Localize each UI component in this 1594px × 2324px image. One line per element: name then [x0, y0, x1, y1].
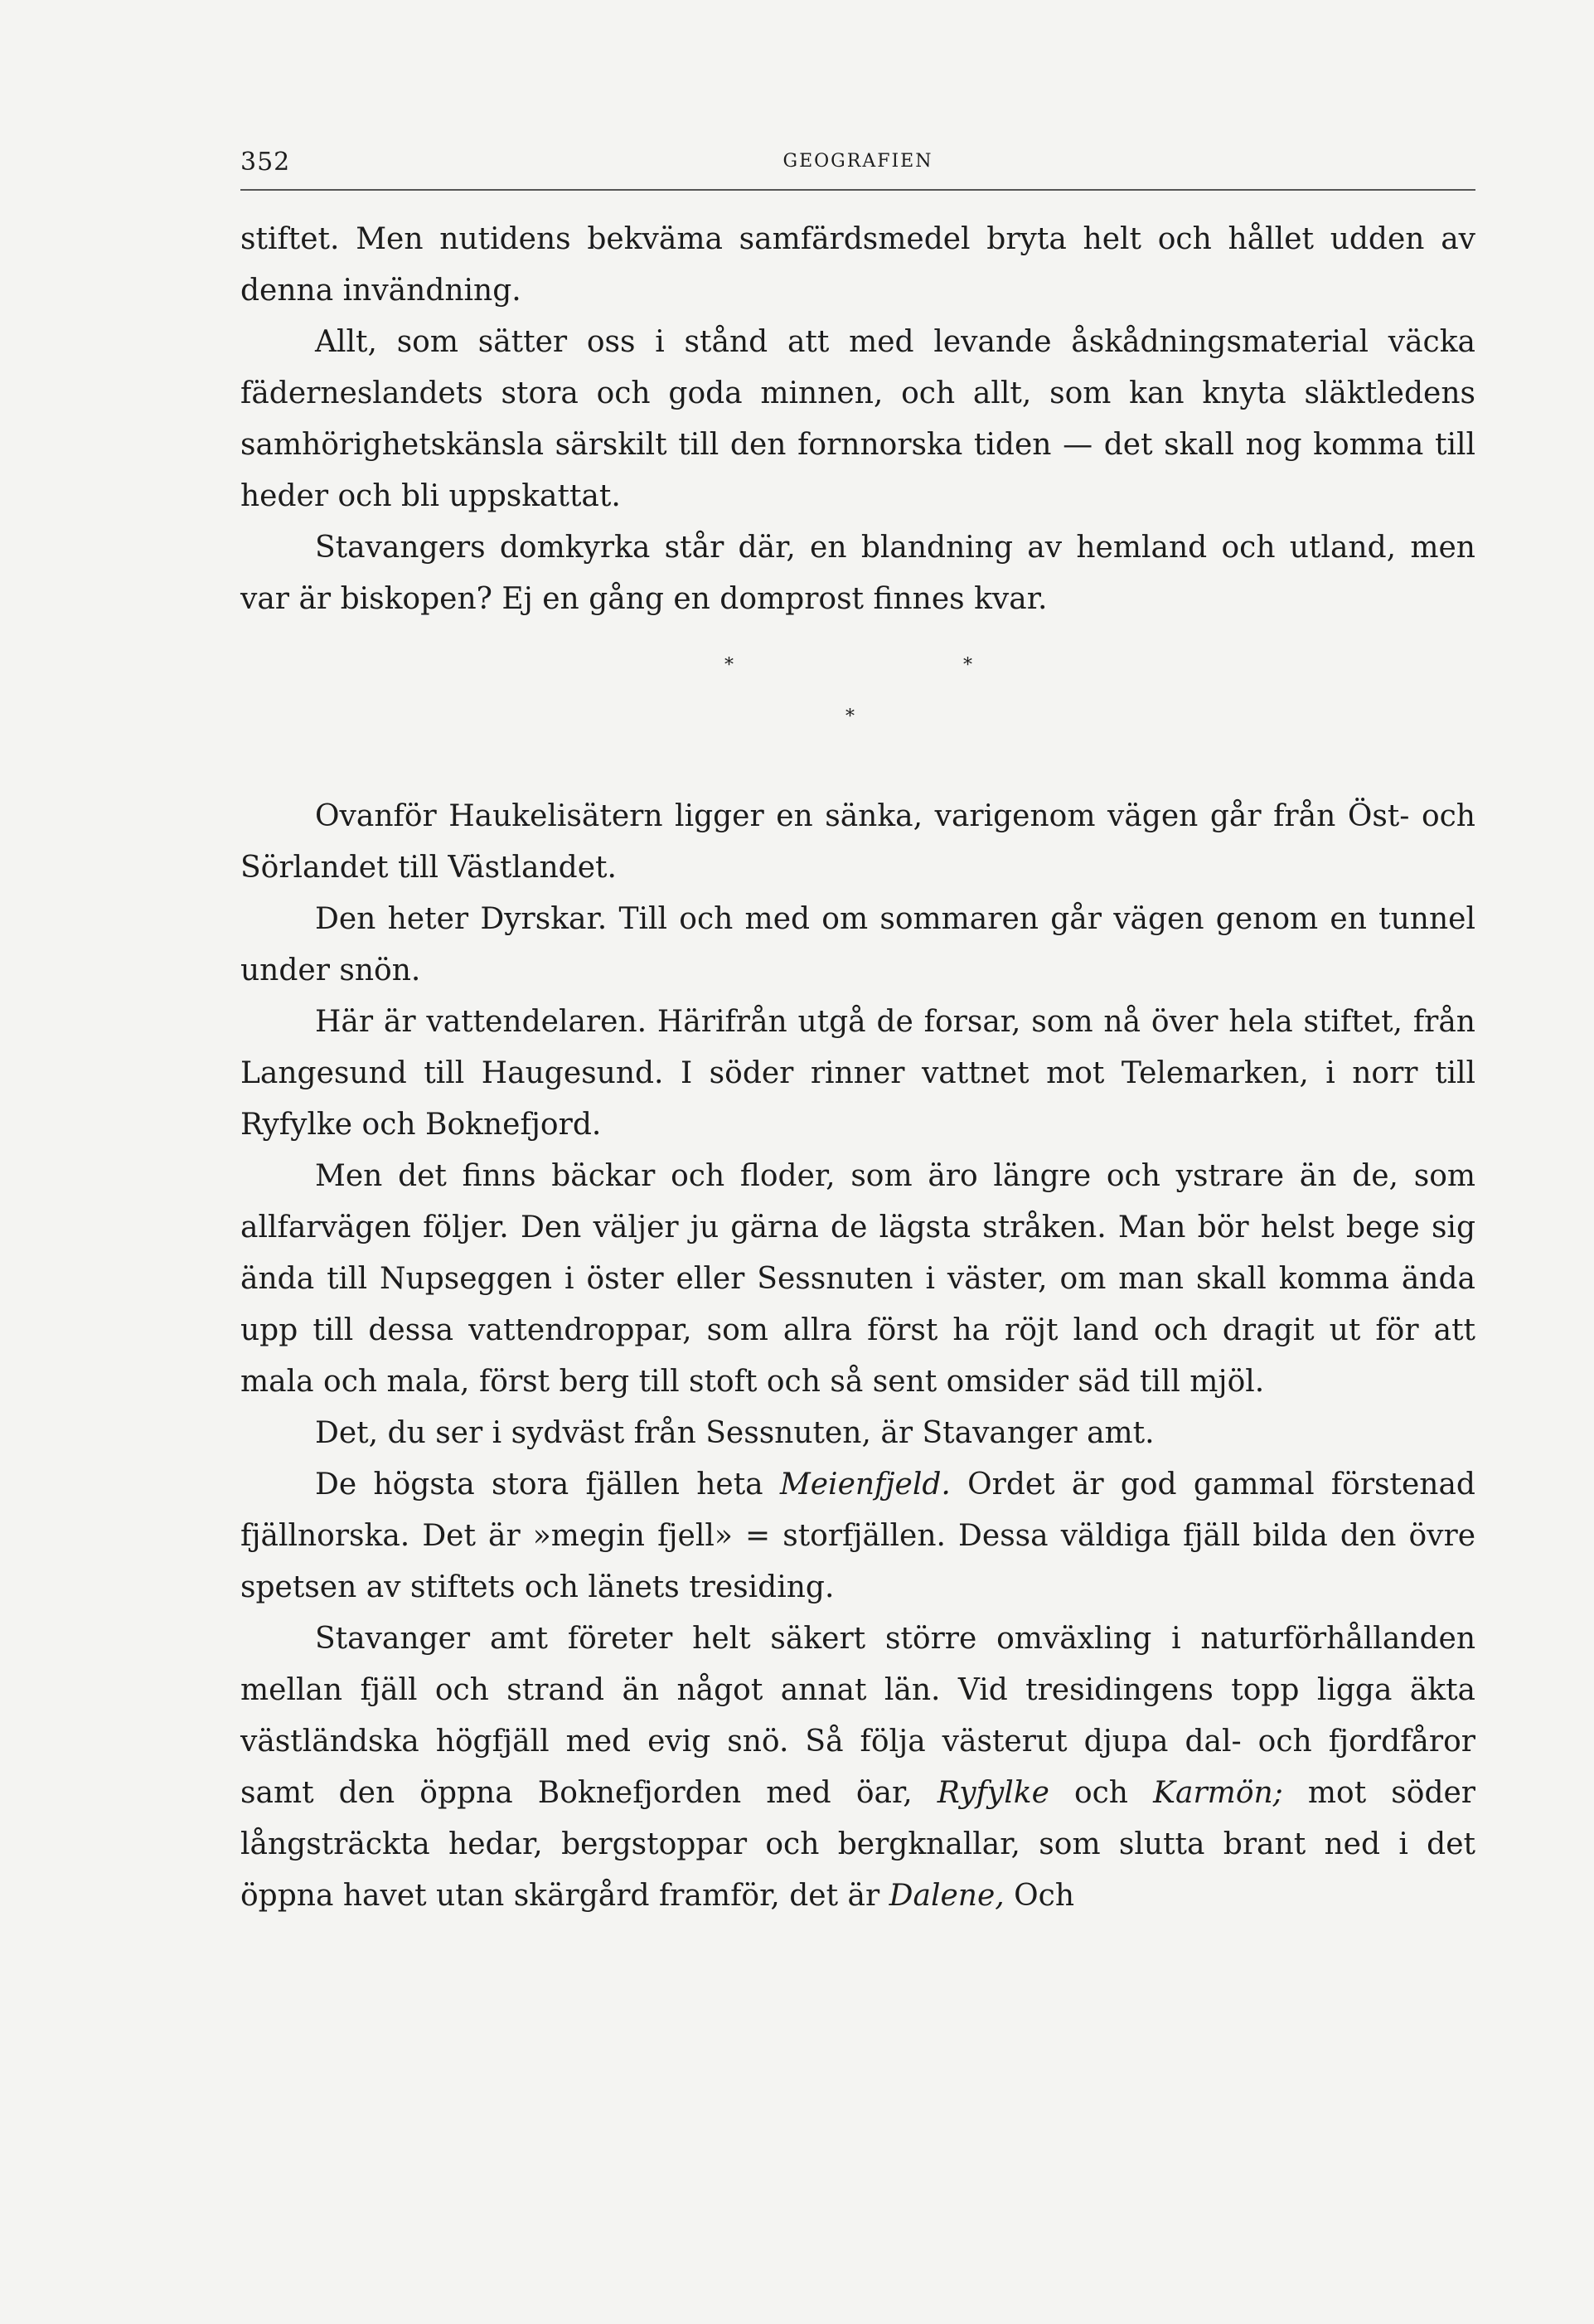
paragraph: Ovanför Haukelisätern ligger en sänka, varigenom vägen går från Öst- och Sörlandet till Västlandet.	[240, 799, 1475, 885]
paragraph: Det, du ser i sydväst från Sessnuten, är Stavanger amt.	[315, 1416, 1155, 1450]
paragraph: Men det finns bäckar och floder, som äro längre och ystrare än de, som allfarvägen följer. Den väljer ju gärna de lägsta stråken. Man bör helst bege sig ända till Nupseggen i öster eller Sessnuten i väster, om man skall komma ända upp till dessa vattendroppar, som allra först ha röjt land och dragit ut för att mala och mala, först berg till stoft och så sent omsider säd till mjöl.	[240, 1159, 1475, 1399]
running-title: GEOGRAFIEN	[782, 151, 933, 172]
asterisk-ornament: *	[845, 706, 855, 727]
italic-place-name: Dalene,	[889, 1879, 1005, 1913]
italic-place-name: Karmön;	[1153, 1776, 1283, 1810]
text-run: och	[1049, 1776, 1154, 1810]
asterisk-ornament: *	[724, 655, 734, 676]
italic-place-name: Meienfjeld.	[779, 1468, 951, 1502]
text-run: Och	[1004, 1879, 1075, 1913]
paragraph: Här är vattendelaren. Härifrån utgå de forsar, som nå över hela stiftet, från Langesund till Haugesund. I söder rinner vattnet mot Telemarken, i norr till Ryfylke och Boknefjord.	[240, 1005, 1475, 1142]
section-separator	[240, 625, 1475, 791]
page-number: 352	[240, 148, 291, 177]
text-run: Stavanger amt företer helt säkert större omväxling i naturförhållanden mellan fjäll och strand än något annat län. Vid tresidingens topp ligga äkta västländska högfjäll med evig snö. Så följa västerut djupa dal- och fjordfåror samt den öppna Boknefjorden med öar,	[240, 1622, 1475, 1810]
text-run: mot söder långsträckta hedar, bergstoppar och bergknallar, som slutta brant ned i det öppna havet utan skärgård framför, det är	[240, 1776, 1475, 1913]
paragraph: stiftet. Men nutidens bekväma samfärdsmedel bryta helt och hållet udden av denna invändning.	[240, 222, 1475, 308]
body-text	[240, 214, 1475, 1922]
paragraph	[240, 1459, 1475, 1613]
text-run: Ordet är god gammal förstenad fjällnorska. Det är »megin fjell» = storfjällen. Dessa väldiga fjäll bilda den övre spetsen av stiftets och länets tresiding.	[240, 1468, 1475, 1604]
paragraph	[240, 1613, 1475, 1922]
italic-place-name: Ryfylke	[937, 1776, 1049, 1810]
running-header	[240, 148, 1475, 191]
asterisk-ornament: *	[963, 655, 972, 676]
paragraph: Den heter Dyrskar. Till och med om sommaren går vägen genom en tunnel under snön.	[240, 902, 1475, 987]
paragraph: Stavangers domkyrka står där, en blandning av hemland och utland, men var är biskopen? Ej en gång en domprost finnes kvar.	[240, 531, 1475, 616]
paragraph: Allt, som sätter oss i stånd att med levande åskådningsmaterial väcka fäderneslandets stora och goda minnen, och allt, som kan knyta släktledens samhörighetskänsla särskilt till den fornnorska tiden — det skall nog komma till heder och bli uppskattat.	[240, 325, 1475, 513]
text-run: De högsta stora fjällen heta	[315, 1468, 780, 1502]
